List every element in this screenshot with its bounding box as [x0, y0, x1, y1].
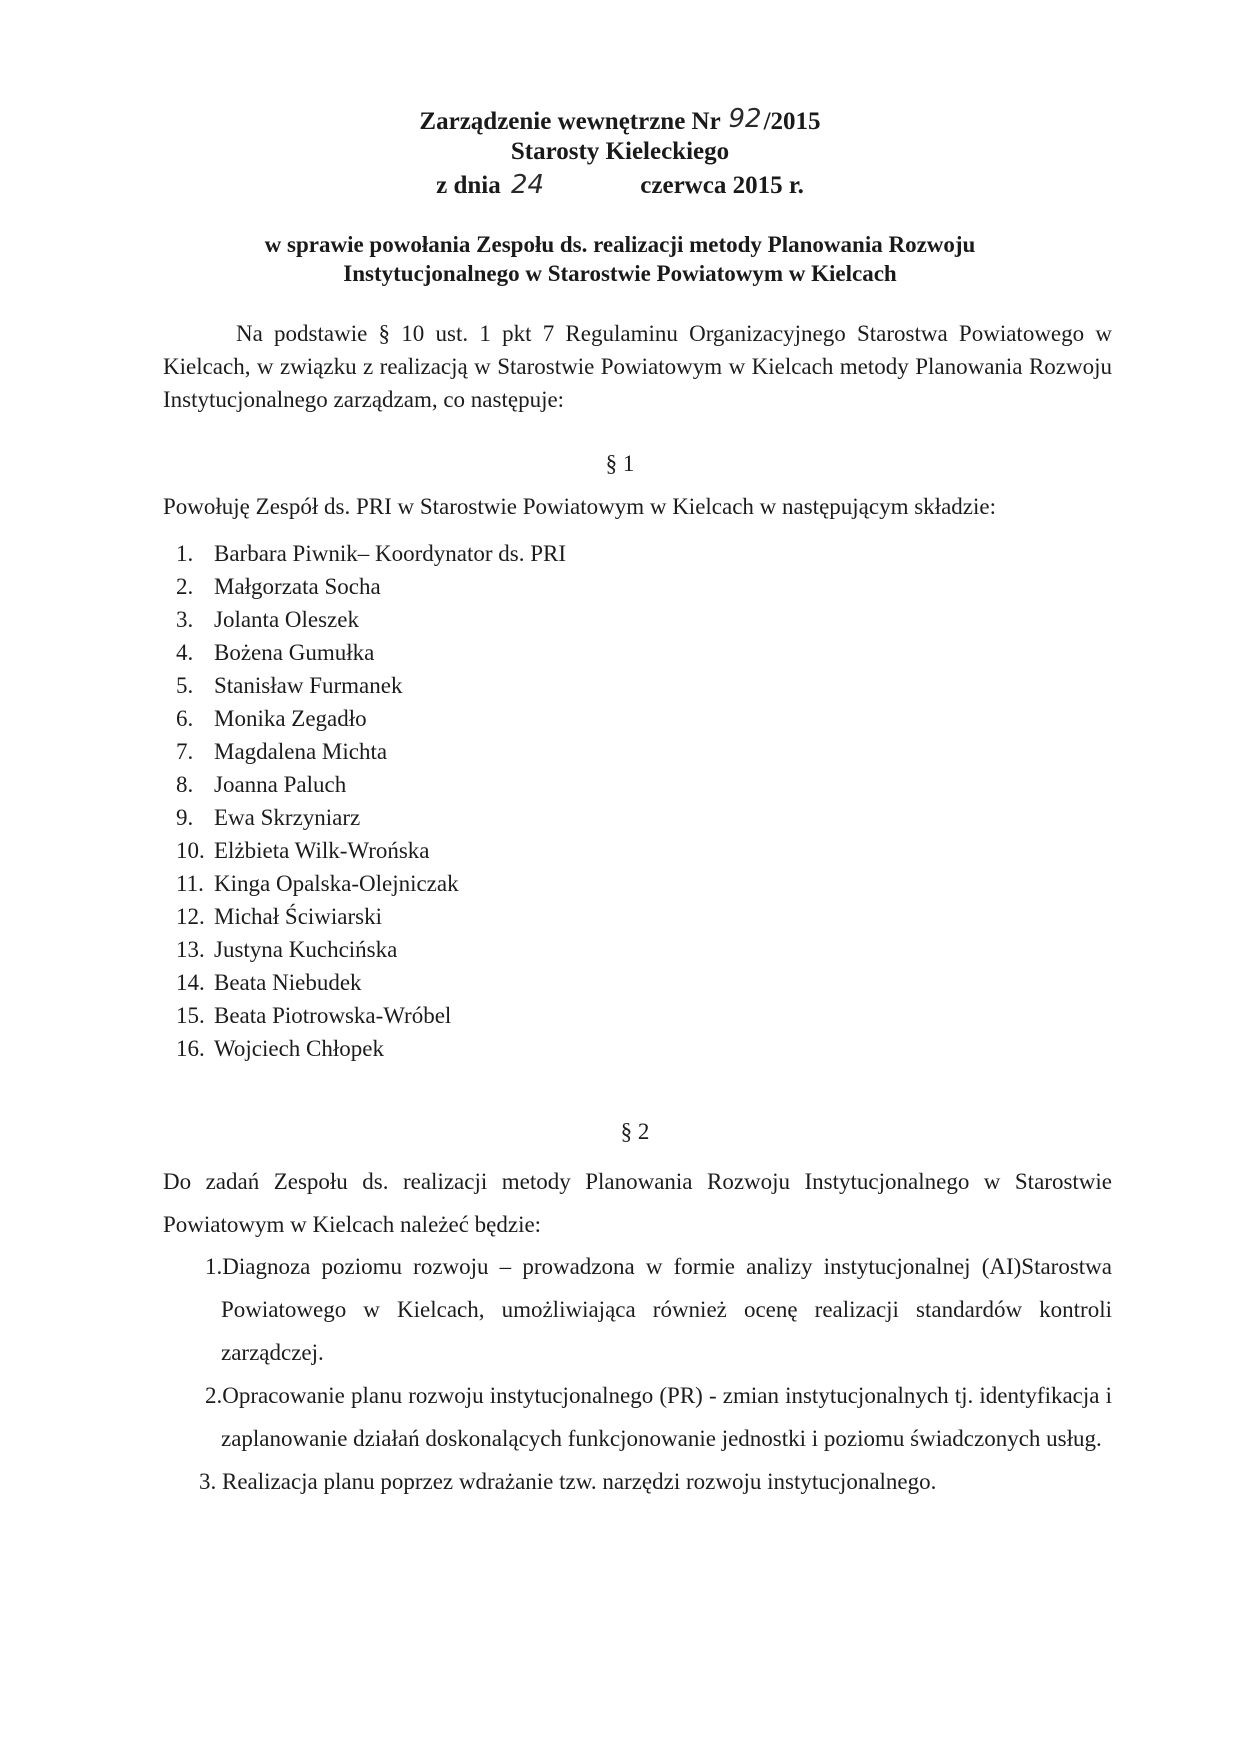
list-item: 3. Realizacja planu poprzez wdrażanie tzw. narzędzi rozwoju instytucjonalnego.	[199, 1469, 937, 1494]
tasks-intro-paragraph: Do zadań Zespołu ds. realizacji metody Planowania Rozwoju Instytucjonalnego w Starostwie Powiatowym w Kielcach należeć będzie:	[163, 1169, 1112, 1237]
legal-basis-paragraph: Na podstawie § 10 ust. 1 pkt 7 Regulaminu Organizacyjnego Starostwa Powiatowego w Kielcach, w związku z realizacją w Starostwie Powiatowym w Kielcach metody Planowania Rozwoju Instytucjonalnego zarządzam, co następuje:	[163, 321, 1112, 412]
document-issuer: Starosty Kieleckiego	[510, 138, 730, 165]
list-item: 1. Barbara Piwnik– Koordynator ds. PRI	[176, 541, 566, 566]
title-suffix: /2015	[763, 108, 821, 135]
list-item: 13. Justyna Kuchcińska	[176, 937, 398, 962]
section-2-heading: § 2	[620, 1119, 650, 1144]
list-item: 15. Beata Piotrowska-Wróbel	[176, 1003, 452, 1028]
list-item: 11. Kinga Opalska-Olejniczak	[176, 871, 459, 896]
list-item: 8. Joanna Paluch	[176, 772, 347, 797]
handwritten-number: 92	[728, 104, 762, 134]
member-list	[176, 537, 566, 1065]
task-list	[199, 1245, 1112, 1503]
list-item: 12. Michał Ściwiarski	[176, 904, 382, 929]
list-item: 7. Magdalena Michta	[176, 739, 388, 764]
subject-line-1: w sprawie powołania Zespołu ds. realizacji metody Planowania Rozwoju	[264, 232, 976, 257]
list-item: 16. Wojciech Chłopek	[176, 1036, 384, 1061]
subject-line-2: Instytucjonalnego w Starostwie Powiatowym w Kielcach	[343, 261, 897, 286]
title-prefix: Zarządzenie wewnętrzne Nr	[419, 108, 721, 135]
date-suffix: czerwca 2015 r.	[640, 172, 804, 199]
date-prefix: z dnia	[436, 172, 501, 199]
appointment-statement: Powołuję Zespół ds. PRI w Starostwie Powiatowym w Kielcach w następującym składzie:	[163, 494, 996, 519]
list-item: 1.Diagnoza poziomu rozwoju – prowadzona w formie analizy instytucjonalnej (AI)Starostwa Powiatowego w Kielcach, umożliwiająca również ocenę realizacji standardów kontroli zarządczej.	[205, 1254, 1112, 1365]
list-item: 2. Małgorzata Socha	[176, 574, 381, 599]
list-item: 9. Ewa Skrzyniarz	[176, 805, 361, 830]
list-item: 4. Bożena Gumułka	[176, 640, 375, 665]
list-item: 14. Beata Niebudek	[176, 970, 362, 995]
list-item: 2.Opracowanie planu rozwoju instytucjonalnego (PR) - zmian instytucjonalnych tj. identyfikacja i zaplanowanie działań doskonalących funkcjonowanie jednostki i poziomu świadczonych usług.	[205, 1383, 1112, 1451]
list-item: 3. Jolanta Oleszek	[176, 607, 359, 632]
list-item: 5. Stanisław Furmanek	[176, 673, 403, 698]
handwritten-day: 24	[510, 170, 545, 200]
document-date	[0, 170, 1240, 200]
list-item: 10. Elżbieta Wilk-Wrońska	[176, 838, 430, 863]
list-item: 6. Monika Zegadło	[176, 706, 367, 731]
section-1-heading: § 1	[605, 451, 635, 476]
document-title	[0, 106, 1240, 136]
